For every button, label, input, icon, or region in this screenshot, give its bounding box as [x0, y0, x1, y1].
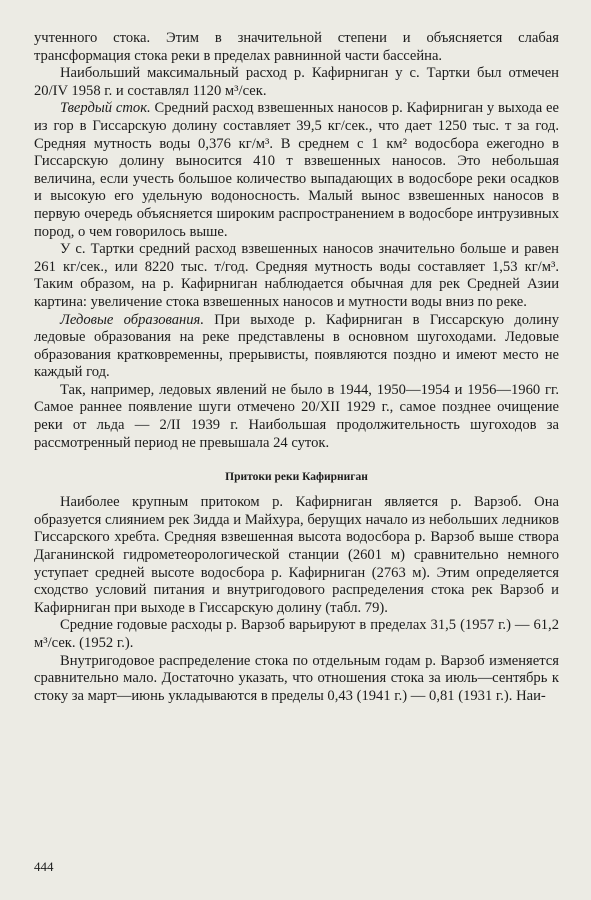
- section-heading: Притоки реки Кафирниган: [225, 471, 368, 484]
- paragraph-text: Так, например, ледовых явлений не было в 1944, 1950—1954 и 1956—1960 гг. Самое раннее появление шуги отмечено 20/XII 1929 г., самое позднее очищение реки от льда — 2/II 1939 г. Наибольшая продолжительность шугоходов за рассмотренный период не превышала 24 суток.: [34, 381, 559, 451]
- paragraph-solid-runoff: [34, 100, 559, 241]
- paragraph-text: Наибольший максимальный расход р. Кафирниган у с. Тартки был отмечен 20/IV 1958 г. и составлял 1120 м³/сек.: [34, 65, 559, 99]
- paragraph-text: При выходе р. Кафирниган в Гиссарскую долину ледовые образования на реке представлены в основном шугоходами. Ледовые образования кратковременны, прерывисты, появляются поздно и имеют место не каждый год.: [34, 311, 560, 381]
- paragraph-ice-formations: [34, 312, 559, 382]
- paragraph-text: Внутригодовое распределение стока по отдельным годам р. Варзоб изменяется сравнительно мало. Достаточно указать, что отношения стока за июль—сентябрь к стоку за март—июнь укладываются в пределы 0,43 (1941 г.) — 0,81 (1931 г.). Наи-: [34, 652, 559, 704]
- paragraphs-top: [34, 30, 559, 452]
- document-page: [34, 30, 559, 705]
- paragraph-text: Средний расход взвешенных наносов р. Кафирниган у выхода ее из гор в Гиссарскую долину составляет 39,5 кг/сек., что дает 1250 тыс. т за год. Средняя мутность воды 0,376 кг/м³. В среднем с 1 км² водосбора ежегодно в Гиссарскую долину выносится 410 т взвешенных наносов. Это небольшая величина, если учесть большое количество выпадающих в водосборе реки осадков и высокую его удельную водоносность. Малый вынос взвешенных наносов в первую очередь объясняется широким распространением в водосборе интрузивных пород, о чем говорилось выше.: [34, 100, 559, 240]
- paragraph-text: Средние годовые расходы р. Варзоб варьируют в пределах 31,5 (1957 г.) — 61,2 м³/сек. (1952 г.).: [34, 617, 559, 651]
- paragraph-varzob-tributary: [34, 494, 559, 617]
- paragraph-lead-heading: Твердый сток.: [60, 100, 151, 117]
- page-number: 444: [34, 859, 54, 874]
- paragraphs-bottom: [34, 494, 559, 705]
- paragraph-max-discharge: [34, 65, 559, 100]
- paragraph-tartki-sediment: [34, 241, 559, 311]
- paragraph-varzob-distribution: [34, 653, 559, 706]
- paragraph-lead-heading: Ледовые образования.: [60, 311, 204, 328]
- paragraph-varzob-annual: [34, 617, 559, 652]
- paragraph-text: У с. Тартки средний расход взвешенных наносов значительно больше и равен 261 кг/сек., или 8220 тыс. т/год. Средняя мутность воды составляет 1,53 кг/м³. Таким образом, на р. Кафирниган наблюдается обычная для рек Средней Азии картина: увеличение стока взвешенных наносов и мутности воды вниз по реке.: [34, 241, 559, 310]
- paragraph-text: учтенного стока. Этим в значительной степени и объясняется слабая трансформация стока реки в пределах равнинной части бассейна.: [34, 30, 559, 64]
- paragraph-text: Наиболее крупным притоком р. Кафирниган является р. Варзоб. Она образуется слиянием рек Зидда и Майхура, берущих начало из небольших ледников Гиссарского хребта. Средняя взвешенная высота водосбора р. Варзоб выше створа Даганинской гидрометеорологической станции (2601 м) сравнительно немного уступает средней высоте водосбора р. Кафирниган (2763 м). Этим определяется сходство условий питания и внутригодового распределения стока рек Варзоб и Кафирниган при выходе в Гиссарскую долину (табл. 79).: [34, 494, 559, 616]
- paragraph-ice-years: [34, 382, 559, 452]
- paragraph-continuation: [34, 30, 559, 65]
